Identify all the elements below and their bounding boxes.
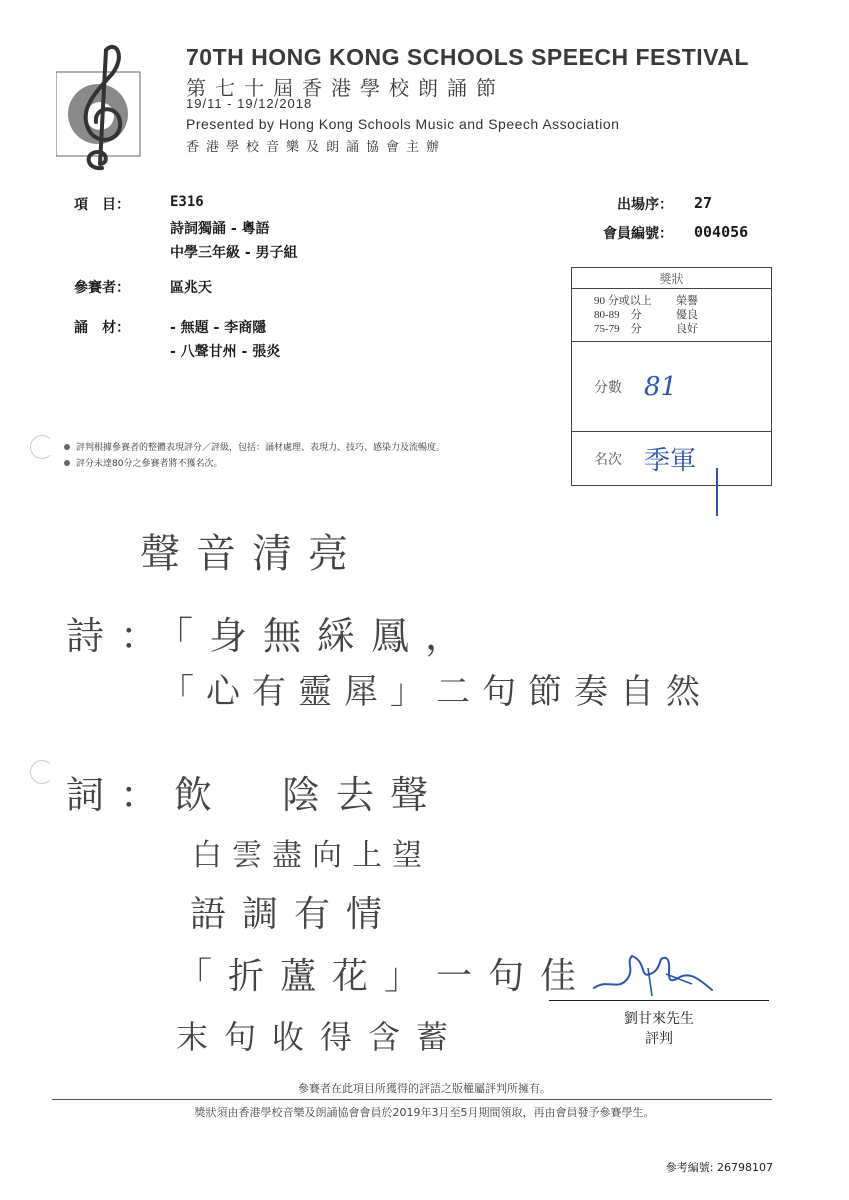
legend-row: 75-79 分 良好 — [594, 323, 698, 335]
rank-pen-stroke — [716, 468, 718, 516]
copyright-note: 參賽者在此項目所獲得的評語之版權屬評判所擁有。 — [298, 1082, 551, 1095]
presented-by: Presented by Hong Kong Schools Music and Speech Association — [186, 116, 620, 132]
rank-label: 名次 — [572, 432, 645, 486]
footer-divider — [52, 1099, 772, 1100]
legend-row: 80-89 分 優良 — [594, 309, 698, 321]
item-name: 詩詞獨誦 - 粵語 — [170, 221, 270, 237]
contestant-label: 參賽者： — [74, 280, 130, 296]
score-value: 81 — [644, 342, 772, 432]
material-1: - 無題 - 李商隱 — [170, 320, 267, 336]
organizer-zh: 香港學校音樂及朗誦協會主辦 — [186, 140, 447, 155]
item-code: E316 — [170, 194, 204, 210]
member-value: 004056 — [694, 223, 749, 241]
bullet-icon — [64, 444, 70, 450]
award-header: 獎狀 — [572, 268, 772, 289]
signature-line — [549, 1000, 769, 1001]
collection-note: 獎狀須由香港學校音樂及朗誦協會會員於2019年3月至5月期間領取，再由會員發予參賽學生。 — [194, 1106, 655, 1119]
adjudicator-signature — [588, 948, 718, 1004]
comment-line: 語調有情 — [190, 894, 399, 935]
score-label: 分數 — [572, 342, 645, 432]
punch-hole-mark — [30, 435, 54, 459]
comment-line: 「心有靈犀」二句節奏自然 — [160, 672, 712, 712]
comment-line: 「折蘆花」一句佳 — [176, 956, 593, 997]
adjudicator-name: 劉甘來先生 — [624, 1011, 694, 1027]
note-2: 評分未達80分之參賽者將不獲名次。 — [64, 456, 222, 469]
item-group: 中學三年級 - 男子組 — [170, 245, 298, 261]
comment-line: 末句收得含蓄 — [176, 1018, 465, 1056]
festival-dates: 19/11 - 19/12/2018 — [186, 96, 313, 111]
comment-line: 詞：飲 陰去聲 — [66, 773, 445, 817]
comment-line: 詩：「身無綵鳳， — [66, 614, 480, 658]
legend-row: 90 分或以上 榮譽 — [594, 295, 698, 307]
material-2: - 八聲甘州 - 張炎 — [170, 344, 281, 360]
award-box — [571, 267, 772, 486]
punch-hole-mark — [30, 760, 54, 784]
member-label: 會員編號： — [603, 226, 673, 242]
note-1: 評判根據參賽者的整體表現評分／評級，包括：誦材處理、表現力、技巧、感染力及流暢度。 — [64, 440, 445, 453]
bullet-icon — [64, 460, 70, 466]
material-label: 誦 材： — [74, 320, 130, 336]
order-label: 出場序： — [617, 197, 673, 213]
contestant-name: 區兆天 — [170, 280, 212, 296]
order-value: 27 — [694, 194, 713, 212]
festival-title-zh: 第七十屆香港學校朗誦節 — [186, 76, 505, 100]
reference-number: 參考編號: 26798107 — [665, 1161, 773, 1174]
item-label: 項 目： — [74, 197, 130, 213]
festival-title-en: 70TH HONG KONG SCHOOLS SPEECH FESTIVAL — [186, 44, 749, 70]
festival-logo — [56, 40, 176, 175]
comment-line: 聲音清亮 — [140, 531, 364, 577]
adjudicator-title: 評判 — [645, 1031, 673, 1047]
rank-value: 季軍 — [644, 432, 772, 486]
comment-line: 白雲盡向上望 — [192, 838, 432, 873]
award-legend — [572, 289, 772, 342]
